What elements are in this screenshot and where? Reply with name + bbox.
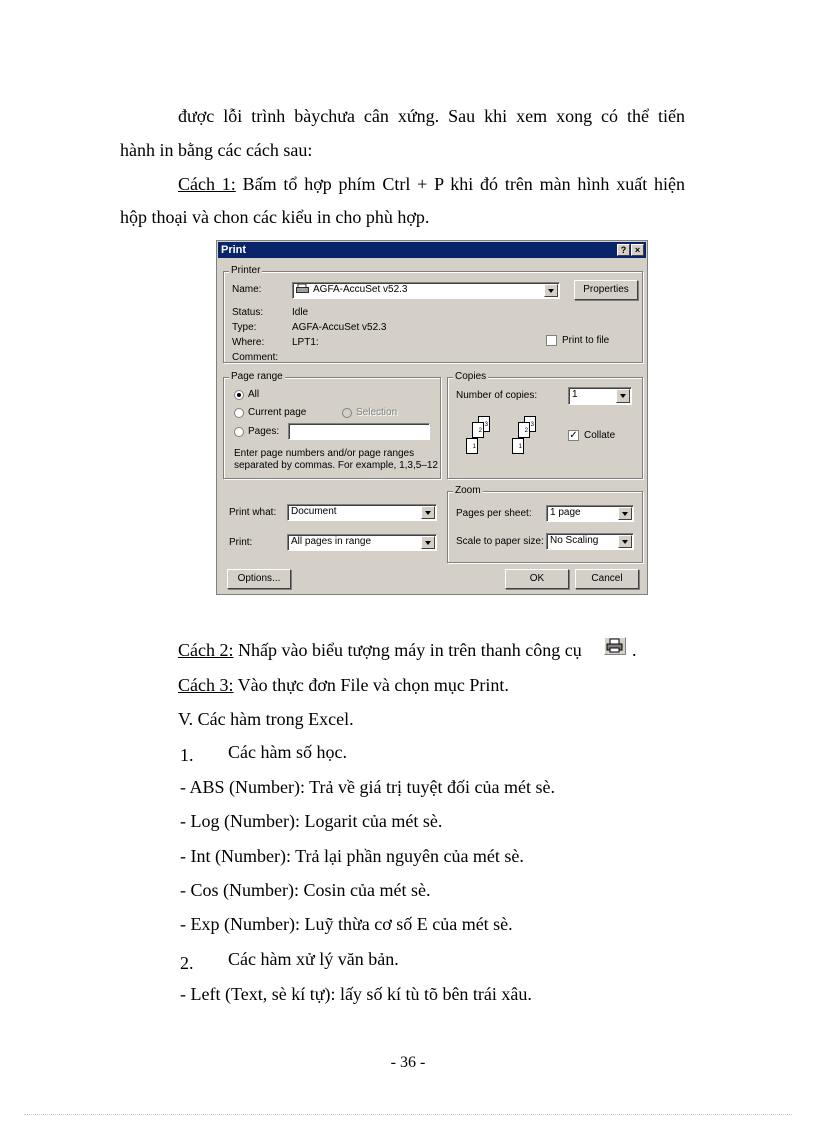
pages-per-sheet-label: Pages per sheet: bbox=[456, 508, 532, 519]
collate-sheet: 3 bbox=[478, 416, 490, 432]
chevron-down-icon[interactable] bbox=[544, 284, 558, 297]
dialog-title: Print bbox=[221, 244, 247, 256]
ok-button[interactable]: OK bbox=[505, 569, 569, 589]
list-number: 1. bbox=[180, 745, 194, 765]
close-button[interactable]: × bbox=[631, 244, 644, 256]
collate-sheet: 2 bbox=[518, 422, 530, 438]
list-item: - Exp (Number): Luỹ thừa cơ số E của mét sè. bbox=[180, 914, 513, 934]
cach2-label: Cách 2: bbox=[178, 640, 234, 660]
cach3-line bbox=[178, 673, 743, 697]
print-label: Print: bbox=[229, 537, 253, 548]
cach3-text: Vào thực đơn File và chọn mục Print. bbox=[233, 675, 509, 695]
collate-sheet: 1 bbox=[512, 438, 524, 454]
collate-checkbox[interactable]: ✓ bbox=[569, 430, 578, 441]
pages-input[interactable] bbox=[288, 423, 430, 440]
dialog-titlebar bbox=[218, 242, 646, 258]
list-item: - Cos (Number): Cosin của mét sè. bbox=[180, 880, 431, 900]
all-label: All bbox=[248, 389, 260, 400]
paragraph-line: hành in bằng các cách sau: bbox=[120, 140, 313, 160]
pages-radio[interactable] bbox=[234, 427, 244, 437]
hint-line-2: separated by commas. For example, 1,3,5–12 bbox=[234, 460, 438, 471]
zoom-legend: Zoom bbox=[455, 485, 481, 496]
print-dialog bbox=[216, 240, 648, 595]
copies-legend: Copies bbox=[455, 371, 487, 382]
selection-radio[interactable] bbox=[342, 408, 352, 418]
printer-icon bbox=[296, 284, 310, 294]
print-what-value: Document bbox=[291, 506, 337, 517]
chevron-down-icon[interactable] bbox=[618, 535, 632, 548]
cancel-button[interactable]: Cancel bbox=[575, 569, 639, 589]
pages-per-sheet-value: 1 page bbox=[550, 507, 581, 518]
chevron-down-icon[interactable] bbox=[421, 506, 435, 519]
cach2-text: Nhấp vào biểu tượng máy in trên thanh công cụ bbox=[233, 640, 582, 660]
current-page-label: Current page bbox=[248, 407, 307, 418]
type-value: AGFA-AccuSet v52.3 bbox=[292, 322, 387, 333]
cach1-line bbox=[178, 172, 685, 196]
print-select[interactable] bbox=[287, 534, 437, 551]
cach1-text: Bấm tổ hợp phím Ctrl + P khi đó trên màn hình xuất hiện bbox=[235, 174, 685, 194]
status-label: Status: bbox=[232, 307, 264, 318]
print-what-label: Print what: bbox=[229, 507, 277, 518]
list-item: - Log (Number): Logarit của mét sè. bbox=[180, 811, 443, 831]
pages-per-sheet-select[interactable] bbox=[546, 505, 634, 522]
page-range-group bbox=[223, 371, 441, 479]
page-number: - 36 - bbox=[390, 1054, 426, 1071]
printer-name-value: AGFA-AccuSet v52.3 bbox=[313, 284, 408, 295]
printer-name-select[interactable] bbox=[292, 282, 560, 299]
list-item: - Int (Number): Trả lại phần nguyên của mét sè. bbox=[180, 846, 524, 866]
printer-icon bbox=[604, 637, 626, 655]
printer-group bbox=[223, 265, 643, 363]
paragraph-line: được lỗi trình bàychưa cân xứng. Sau khi xem xong có thể tiến bbox=[178, 106, 685, 126]
where-label: Where: bbox=[232, 337, 265, 348]
copies-group bbox=[447, 371, 643, 479]
section-heading: V. Các hàm trong Excel. bbox=[178, 709, 354, 729]
collate-sheet: 2 bbox=[472, 422, 484, 438]
page-divider bbox=[24, 1114, 792, 1115]
cach3-label: Cách 3: bbox=[178, 675, 234, 695]
type-label: Type: bbox=[232, 322, 257, 333]
print-to-file-label: Print to file bbox=[562, 335, 610, 346]
selection-label: Selection bbox=[356, 407, 398, 418]
properties-button[interactable]: Properties bbox=[574, 280, 638, 300]
scale-label: Scale to paper size: bbox=[456, 536, 544, 547]
collate-label: Collate bbox=[584, 430, 616, 441]
cach1-line-2: hộp thoại và chon các kiểu in cho phù hợp. bbox=[120, 207, 430, 227]
pages-label: Pages: bbox=[248, 426, 280, 437]
name-label: Name: bbox=[232, 284, 262, 295]
page-range-legend: Page range bbox=[231, 371, 283, 382]
current-page-radio[interactable] bbox=[234, 408, 244, 418]
list-item: - ABS (Number): Trả về giá trị tuyệt đối của mét sè. bbox=[180, 777, 555, 797]
list-number: 2. bbox=[180, 953, 194, 973]
print-value: All pages in range bbox=[291, 536, 372, 547]
chevron-down-icon[interactable] bbox=[618, 507, 632, 520]
zoom-group bbox=[447, 485, 643, 563]
list-item: Các hàm số học. bbox=[228, 742, 347, 762]
num-copies-label: Number of copies: bbox=[456, 390, 538, 401]
help-button[interactable]: ? bbox=[617, 244, 630, 256]
hint-line-1: Enter page numbers and/or page ranges bbox=[234, 448, 415, 459]
spinner-icon[interactable] bbox=[616, 389, 630, 403]
num-copies-value: 1 bbox=[572, 389, 578, 400]
list-item: Các hàm xử lý văn bản. bbox=[228, 949, 399, 969]
num-copies-input[interactable] bbox=[568, 387, 632, 405]
scale-select[interactable] bbox=[546, 533, 634, 550]
cach2-tail: . bbox=[632, 640, 637, 660]
print-to-file-checkbox[interactable] bbox=[546, 335, 557, 346]
print-what-select[interactable] bbox=[287, 504, 437, 521]
printer-group-legend: Printer bbox=[231, 265, 261, 276]
status-value: Idle bbox=[292, 307, 309, 318]
options-button[interactable]: Options... bbox=[227, 569, 291, 589]
all-radio[interactable] bbox=[234, 390, 244, 400]
comment-label: Comment: bbox=[232, 352, 279, 363]
chevron-down-icon[interactable] bbox=[421, 536, 435, 549]
collate-sheet: 3 bbox=[524, 416, 536, 432]
scale-value: No Scaling bbox=[550, 535, 599, 546]
collate-sheet: 1 bbox=[466, 438, 478, 454]
list-item: - Left (Text, sè kí tự): lấy số kí tù tõ bên trái xâu. bbox=[180, 984, 532, 1004]
cach2-line bbox=[178, 638, 743, 662]
cach1-label: Cách 1: bbox=[178, 174, 236, 194]
where-value: LPT1: bbox=[292, 337, 319, 348]
